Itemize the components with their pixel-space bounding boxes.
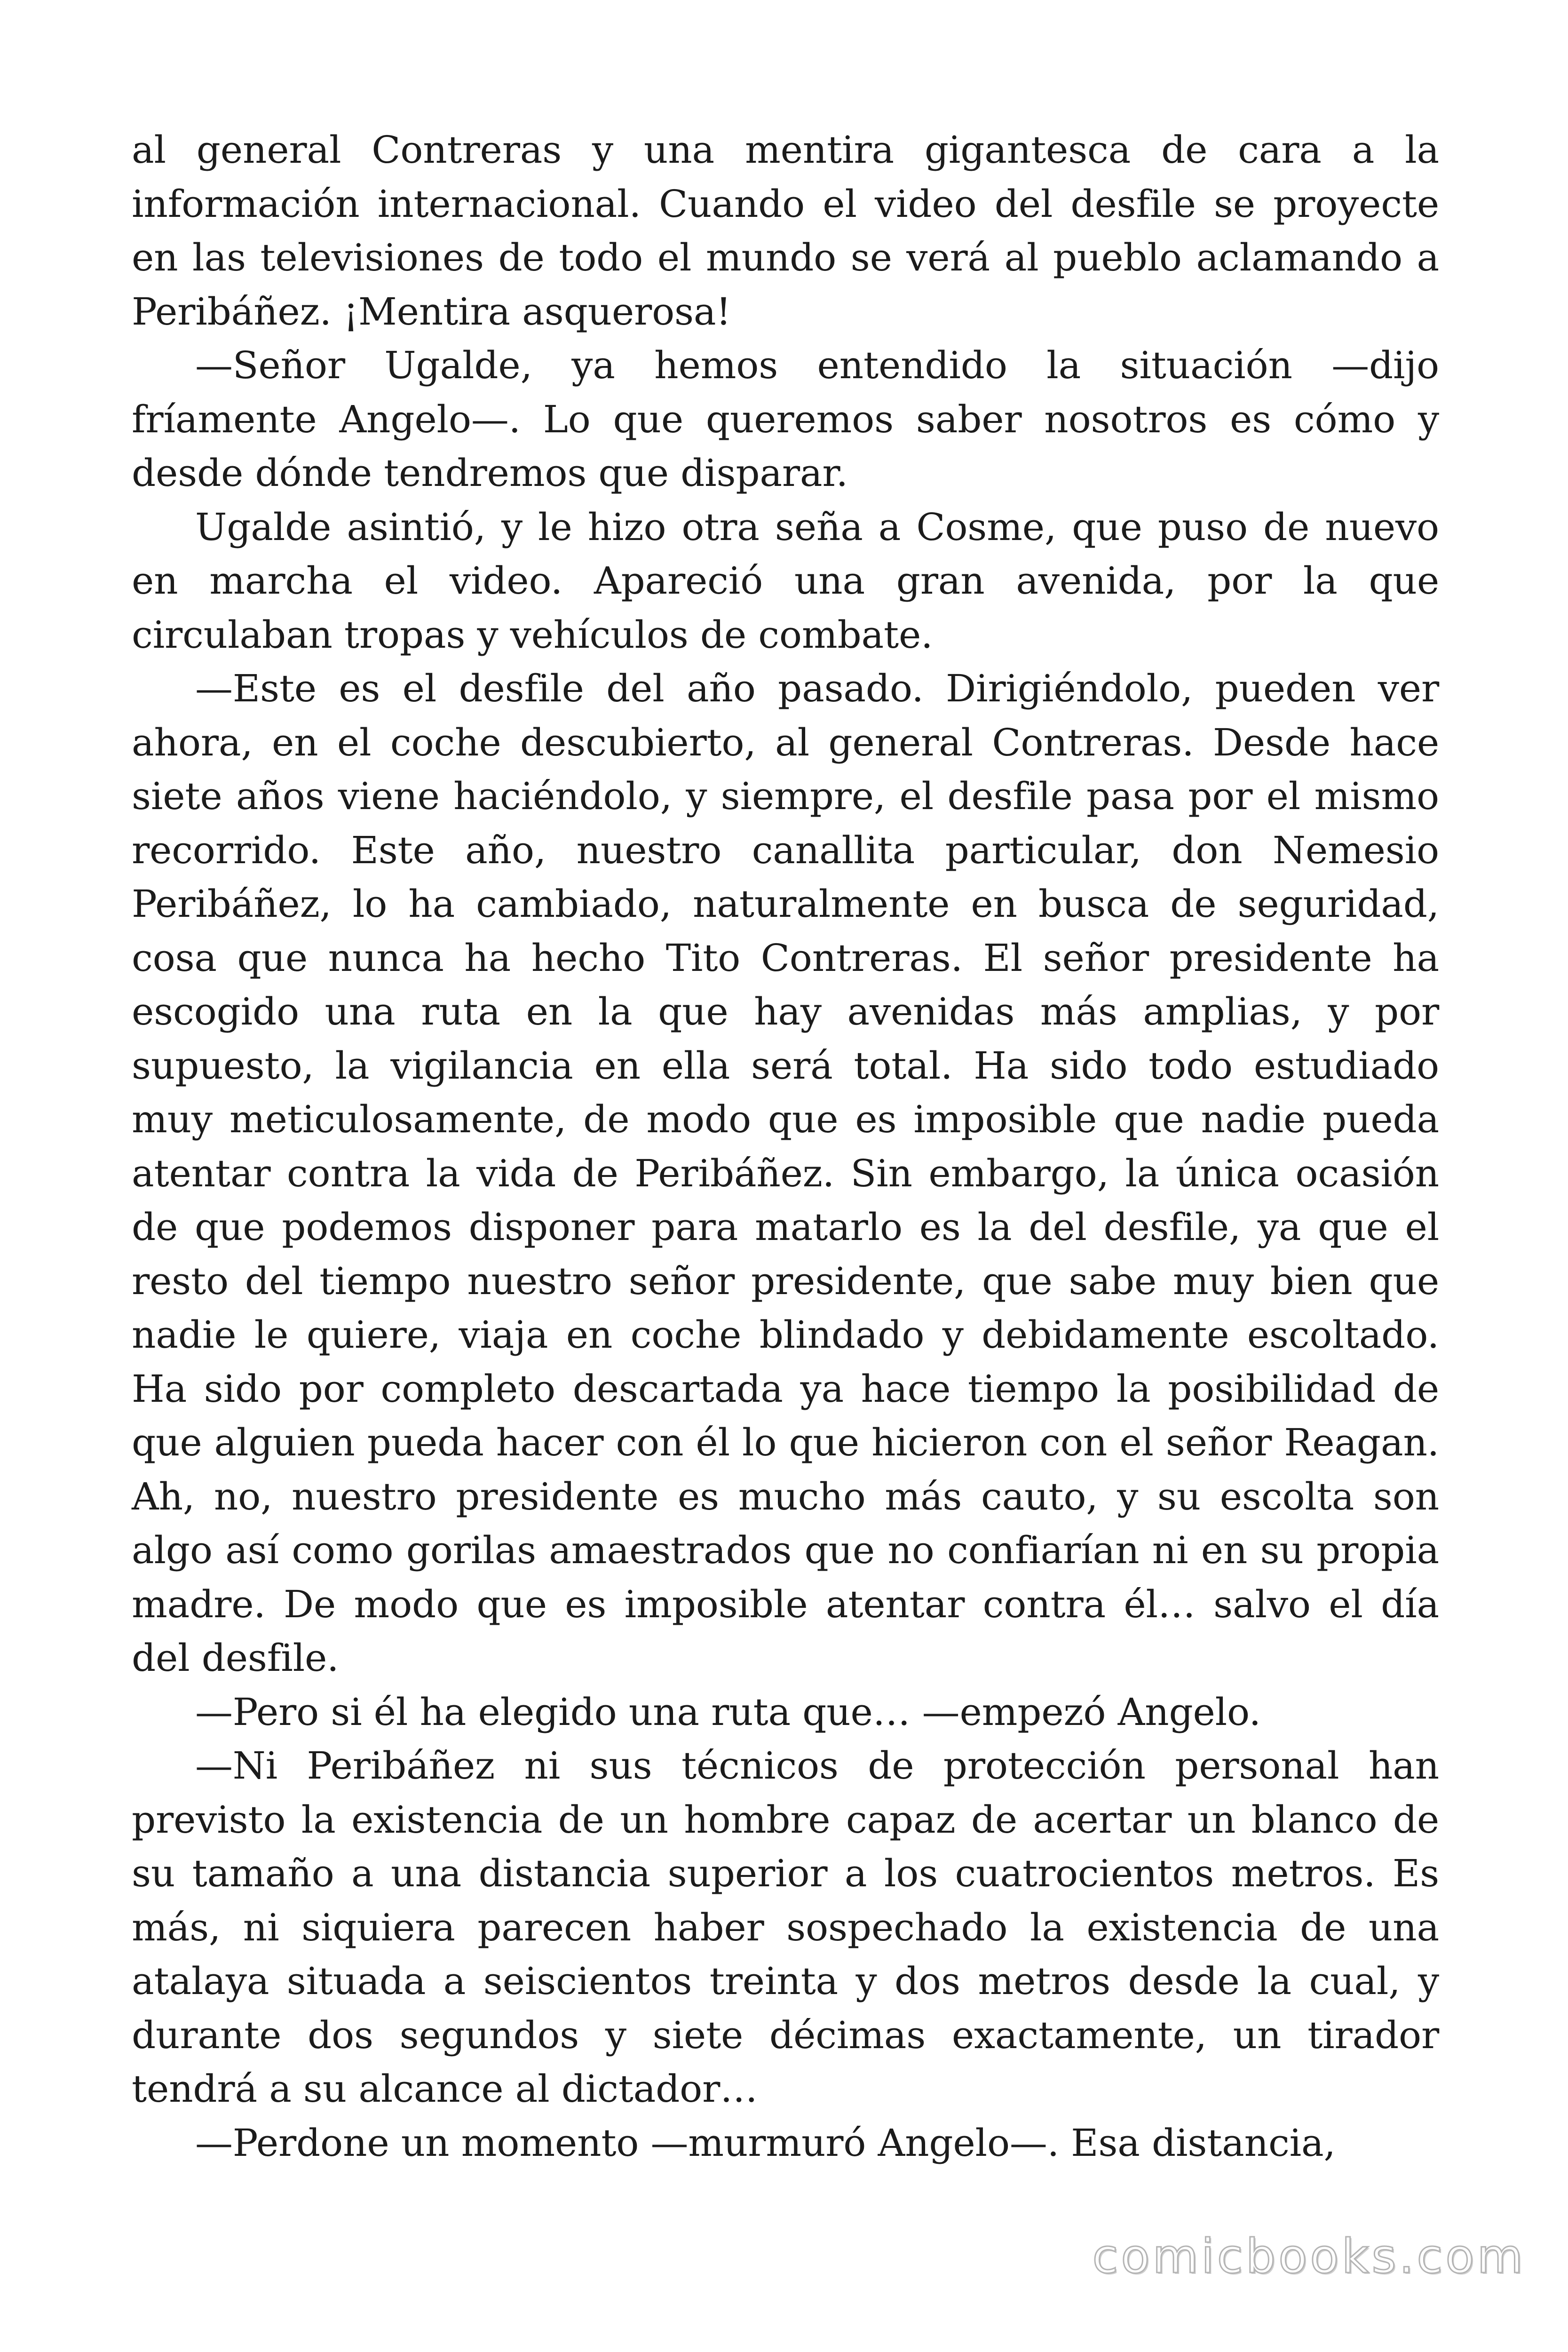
paragraph-7: —Perdone un momento —murmuró Angelo—. Esa distancia, (195, 2121, 1336, 2165)
paragraph-6: —Ni Peribáñez ni sus técnicos de protección personal han previsto la existencia de un hombre capaz de acertar un blanco de su tamaño a una distancia superior a los cuatrocientos metros. Es más, ni siquiera parecen haber sospechado la existencia de una atalaya situada a seiscientos treinta y dos metros desde la cual, y durante dos segundos y siete décimas exactamente, un tirador tendrá a su alcance al dictador… (132, 1744, 1439, 2111)
watermark: comicbooks.com (1092, 2229, 1526, 2284)
paragraph-4: —Este es el desfile del año pasado. Dirigiéndolo, pueden ver ahora, en el coche descubierto, al general Contreras. Desde hace siete años viene haciéndolo, y siempre, el desfile pasa por el mismo recorrido. Este año, nuestro canallita particular, don Nemesio Peribáñez, lo ha cambiado, naturalmente en busca de seguridad, cosa que nunca ha hecho Tito Contreras. El señor presidente ha escogido una ruta en la que hay avenidas más amplias, y por supuesto, la vigilancia en ella será total. Ha sido todo estudiado muy meticulosamente, de modo que es imposible que nadie pueda atentar contra la vida de Peribáñez. Sin embargo, la única ocasión de que podemos disponer para matarlo es la del desfile, ya que el resto del tiempo nuestro señor presidente, que sabe muy bien que nadie le quiere, viaja en coche blindado y debidamente escoltado. Ha sido por completo descartada ya hace tiempo la posibilidad de que alguien pueda hacer con él lo que hicieron con el señor Reagan. Ah, no, nuestro presidente es mucho más cauto, y su escolta son algo así como gorilas amaestrados que no confiarían ni en su propia madre. De modo que es imposible atentar contra él… salvo el día del desfile. (132, 667, 1439, 1680)
paragraph-5: —Pero si él ha elegido una ruta que… —empezó Angelo. (195, 1690, 1261, 1734)
paragraph-2: —Señor Ugalde, ya hemos entendido la situación —dijo fríamente Angelo—. Lo que queremos saber nosotros es cómo y desde dónde tendremos que disparar. (132, 343, 1439, 495)
book-page-text (132, 123, 1439, 2170)
paragraph-1: al general Contreras y una mentira gigantesca de cara a la información internacional. Cuando el video del desfile se proyecte en las televisiones de todo el mundo se verá al pueblo aclamando a Peribáñez. ¡Mentira asquerosa! (132, 128, 1439, 334)
paragraph-3: Ugalde asintió, y le hizo otra seña a Cosme, que puso de nuevo en marcha el video. Apareció una gran avenida, por la que circulaban tropas y vehículos de combate. (132, 505, 1439, 657)
